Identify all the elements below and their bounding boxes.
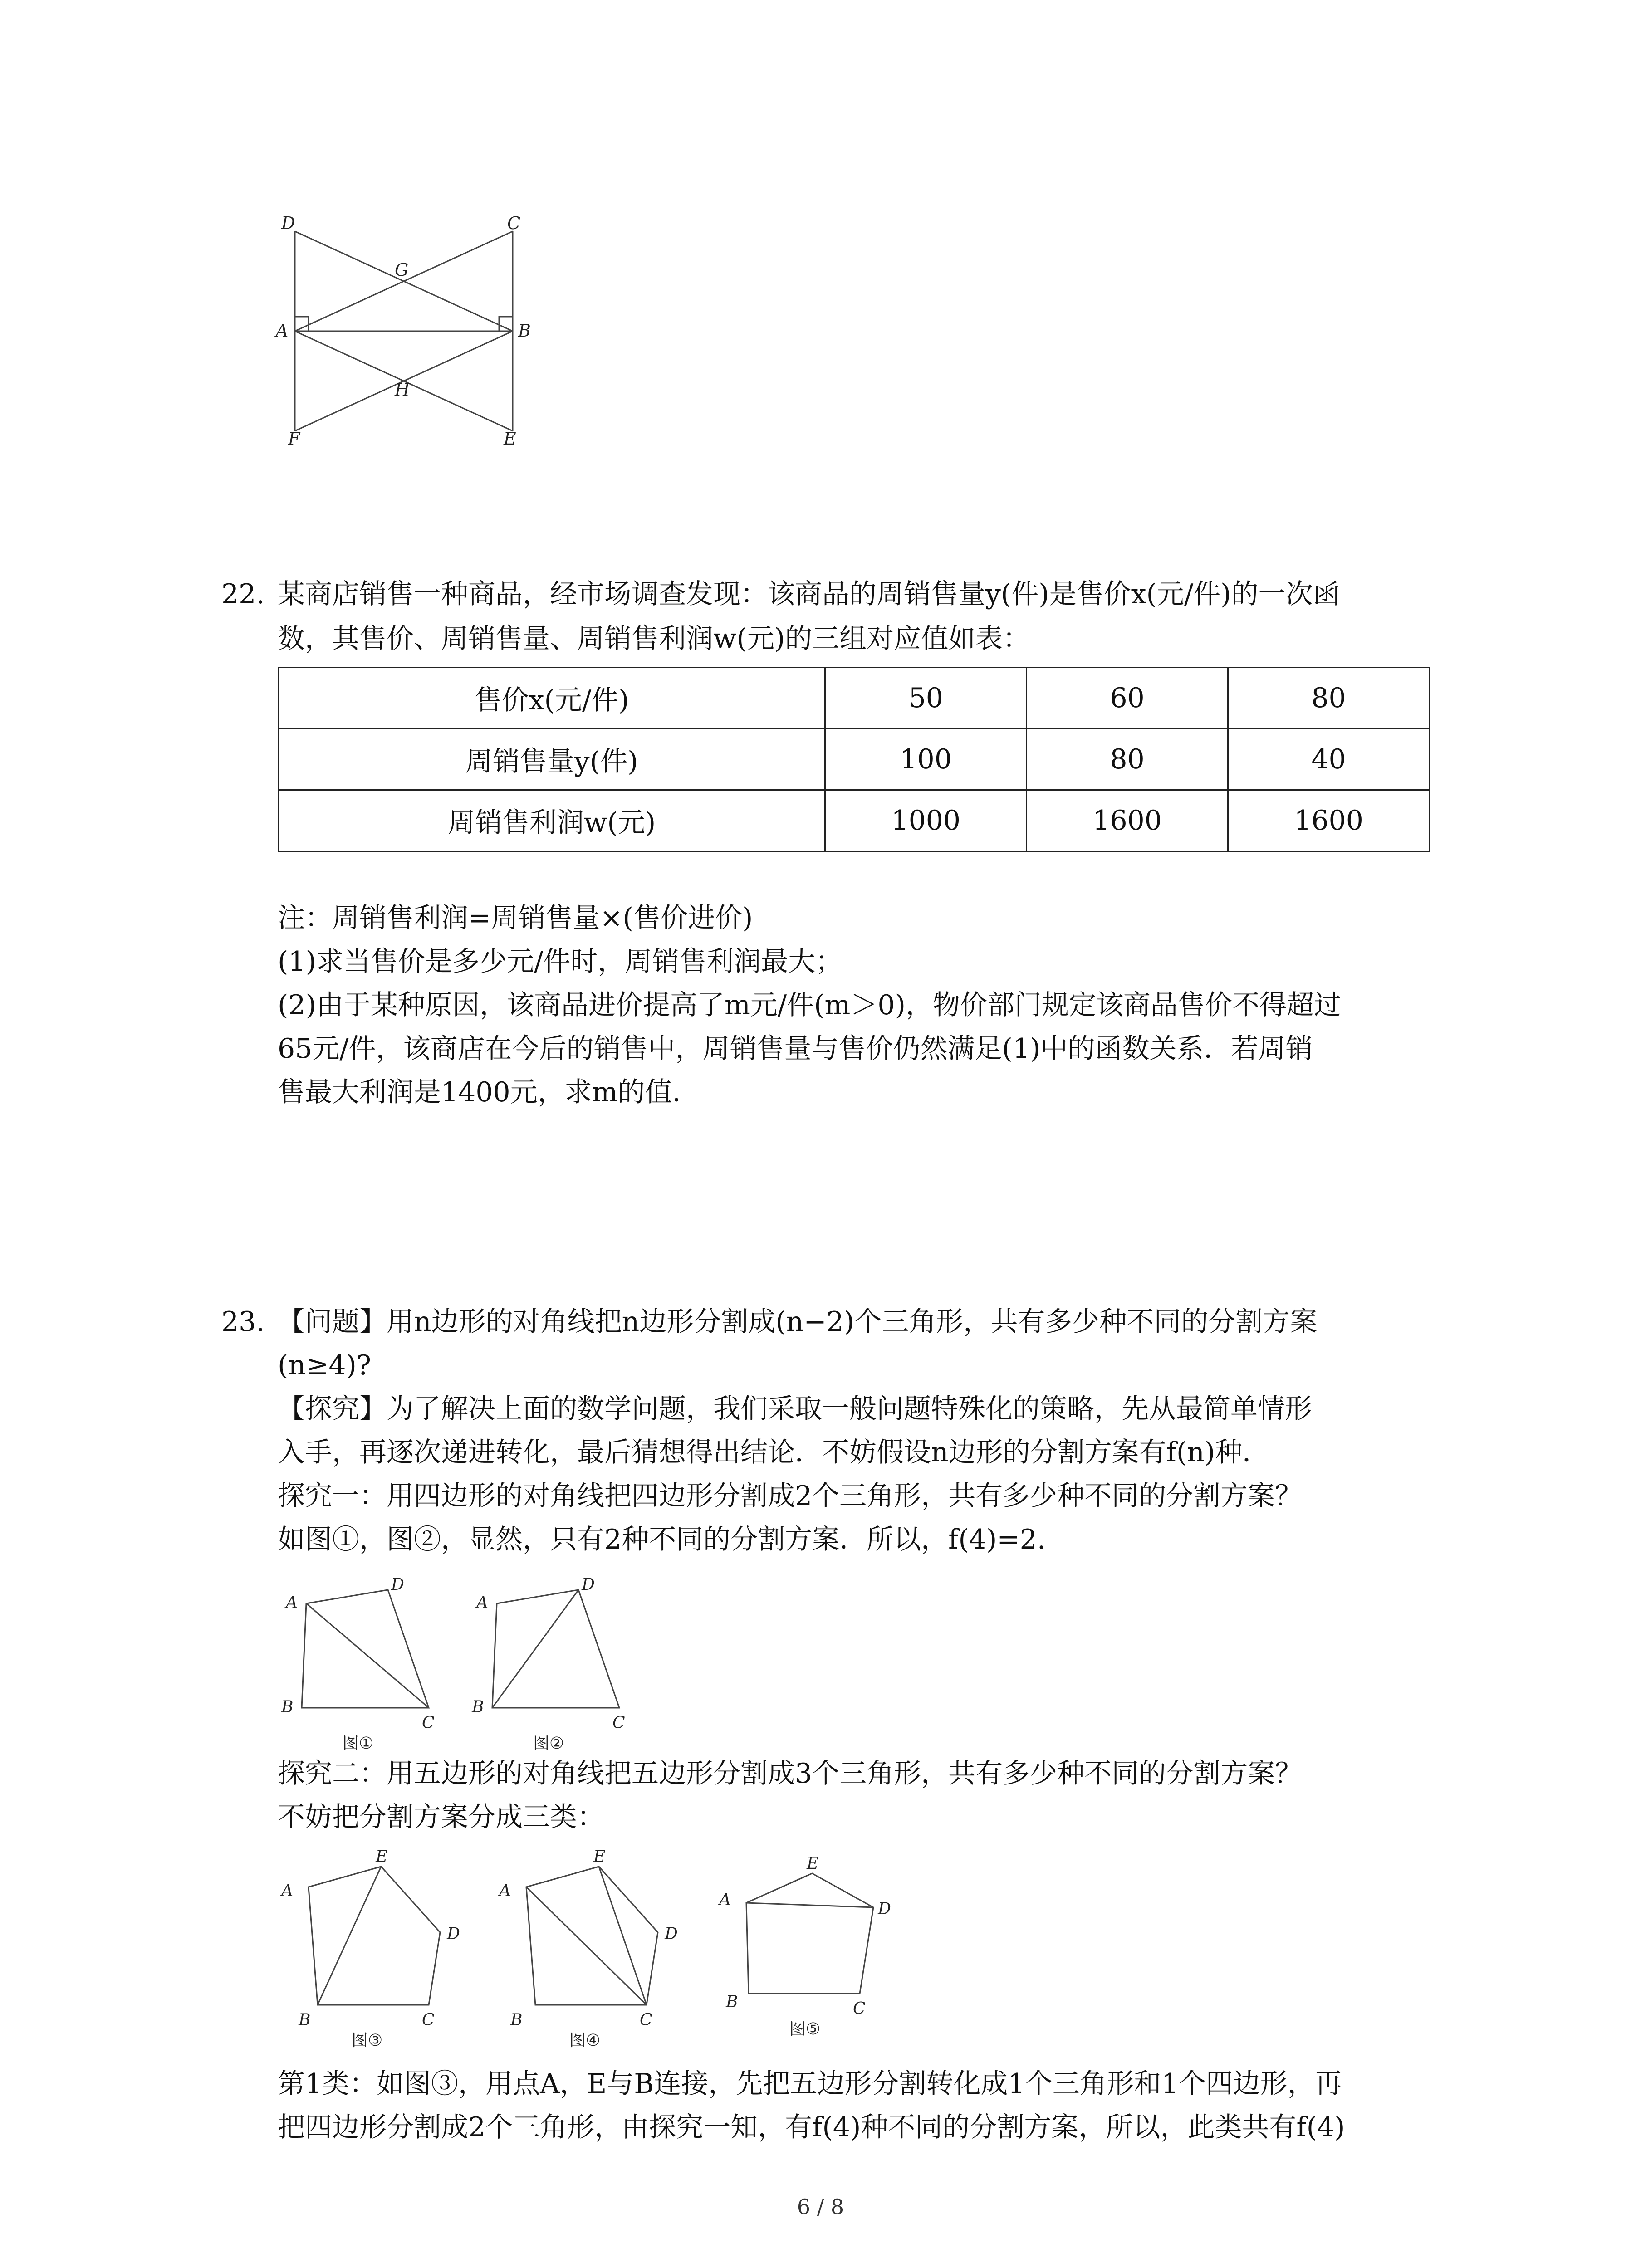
table-cell: 1600 [1228, 790, 1430, 851]
q22-part2-line1: (2)由于某种原因，该商品进价提高了m元/件(m＞0)，物价部门规定该商品售价不得超过 [278, 989, 1341, 1021]
fig3-label-B: B [299, 2011, 311, 2029]
table-cell: 80 [1228, 668, 1430, 729]
row-label: 售价x(元/件) [279, 668, 825, 729]
figure-rectangle-triangles [268, 209, 585, 463]
fig1-label-C: C [422, 1714, 435, 1732]
q23-line1: 【问题】用n边形的对角线把n边形分割成(n−2)个三角形，共有多少种不同的分割方案 [278, 1306, 1318, 1338]
q22-value-table [278, 667, 1430, 852]
label-F: F [288, 429, 300, 449]
table-cell: 1000 [825, 790, 1027, 851]
q23-line4: 入手，再逐次递进转化，最后猜想得出结论．不妨假设n边形的分割方案有f(n)种． [278, 1437, 1270, 1468]
fig5-caption: 图⑤ [789, 2020, 821, 2038]
fig3-label-D: D [447, 1925, 460, 1943]
fig1-label-B: B [281, 1698, 294, 1716]
label-G: G [395, 260, 409, 280]
table-row [279, 668, 1430, 729]
q22-line1: 某商店销售一种商品，经市场调查发现：该商品的周销售量y(件)是售价x(元/件)的一次函 [278, 578, 1340, 610]
fig2-caption: 图② [533, 1734, 564, 1753]
fig5-label-C: C [853, 1999, 866, 2018]
table-cell: 80 [1027, 729, 1228, 790]
fig5-label-A: A [719, 1891, 731, 1909]
fig4-label-D: D [665, 1925, 678, 1943]
q22-part1: (1)求当售价是多少元/件时，周销售利润最大； [278, 946, 843, 978]
label-E: E [504, 429, 516, 449]
table-row [279, 729, 1430, 790]
table-cell: 100 [825, 729, 1027, 790]
fig1-caption: 图① [343, 1734, 374, 1753]
fig4-label-B: B [510, 2011, 523, 2029]
fig3-caption: 图③ [352, 2031, 383, 2050]
q23-line6: 如图①，图②，显然，只有2种不同的分割方案．所以，f(4)=2. [278, 1524, 1046, 1555]
label-A: A [276, 321, 289, 341]
q23-line3: 【探究】为了解决上面的数学问题，我们采取一般问题特殊化的策略，先从最简单情形 [278, 1393, 1312, 1425]
figure-pentagons [272, 1846, 926, 2055]
q23-line9: 第1类：如图③，用点A，E与B连接，先把五边形分割转化成1个三角形和1个四边形，再 [278, 2068, 1342, 2100]
q22-line2: 数，其售价、周销售量、周销售利润w(元)的三组对应值如表： [278, 623, 1030, 655]
table-cell: 60 [1027, 668, 1228, 729]
q23-line7: 探究二：用五边形的对角线把五边形分割成3个三角形，共有多少种不同的分割方案？ [278, 1758, 1303, 1789]
q23-line2: (n≥4)? [278, 1349, 372, 1381]
q22-number: 22. [221, 578, 265, 610]
fig2-label-D: D [582, 1575, 595, 1594]
page-number: 6 / 8 [797, 2195, 844, 2219]
row-label: 周销售利润w(元) [279, 790, 825, 851]
fig4-caption: 图④ [569, 2031, 601, 2050]
table-cell: 50 [825, 668, 1027, 729]
fig5-label-B: B [726, 1993, 738, 2011]
fig4-label-E: E [593, 1848, 606, 1866]
row-label: 周销售量y(件) [279, 729, 825, 790]
table-row [279, 790, 1430, 851]
figure-quadrilaterals [272, 1572, 644, 1753]
fig2-label-A: A [476, 1593, 488, 1612]
label-B: B [518, 321, 531, 341]
fig1-label-A: A [286, 1593, 298, 1612]
q23-line10: 把四边形分割成2个三角形，由探究一知，有f(4)种不同的分割方案，所以，此类共有f(4) [278, 2112, 1345, 2143]
fig3-label-C: C [422, 2011, 435, 2029]
fig4-label-A: A [499, 1882, 511, 1900]
label-H: H [395, 380, 410, 400]
q23-line5: 探究一：用四边形的对角线把四边形分割成2个三角形，共有多少种不同的分割方案？ [278, 1480, 1303, 1512]
fig2-label-B: B [472, 1698, 484, 1716]
q22-note: 注：周销售利润=周销售量×(售价进价) [278, 902, 753, 934]
fig4-label-C: C [640, 2011, 652, 2029]
q22-part2-line3: 售最大利润是1400元，求m的值． [278, 1076, 700, 1108]
q23-line8: 不妨把分割方案分成三类： [278, 1801, 604, 1833]
fig3-label-A: A [281, 1882, 293, 1900]
q22-part2-line2: 65元/件，该商店在今后的销售中，周销售量与售价仍然满足(1)中的函数关系．若周销 [278, 1033, 1313, 1065]
fig3-label-E: E [376, 1848, 388, 1866]
q23-number: 23. [221, 1306, 265, 1338]
fig2-label-C: C [612, 1714, 625, 1732]
fig5-label-E: E [807, 1854, 819, 1873]
label-D: D [281, 213, 295, 233]
fig1-label-D: D [391, 1575, 404, 1594]
label-C: C [507, 213, 521, 233]
table-cell: 1600 [1027, 790, 1228, 851]
table-cell: 40 [1228, 729, 1430, 790]
fig5-label-D: D [878, 1900, 891, 1918]
